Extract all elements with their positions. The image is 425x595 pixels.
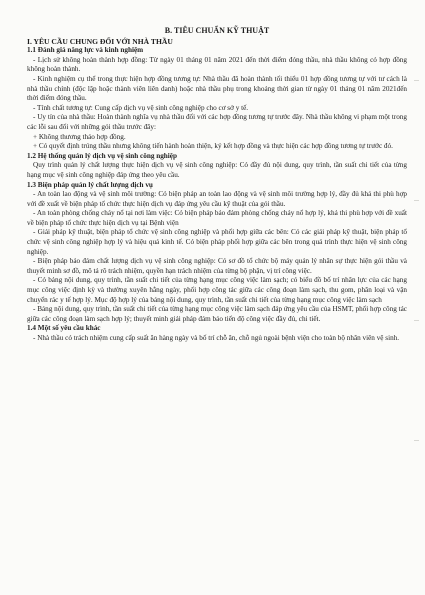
paragraph: - Nhà thầu có trách nhiệm cung cấp suất ăn hàng ngày và bố trí chỗ ăn, chỗ ngủ ngoài bệnh viện cho toàn bộ nhân viên vệ sinh.	[33, 334, 400, 342]
document-title: B. TIÊU CHUẨN KỸ THUẬT	[164, 26, 270, 35]
paragraph: Quy trình quản lý chất lượng thực hiện dịch vụ vệ sinh công nghiệp: Có đầy đủ nội dung, quy trình, tần suất chi tiết của từng hạng mục vệ sinh công nghiệp đáp ứng theo yêu cầu.	[27, 161, 407, 179]
paragraph: - An toàn phòng chống cháy nổ tại nơi làm việc: Có biện pháp bảo đảm phòng chống cháy nổ hợp lý, khả thi phù hợp với đề xuất về biện pháp tổ chức thực hiện dịch vụ tại Bệnh viện	[27, 209, 407, 227]
paragraph: - Lịch sử không hoàn thành hợp đồng: Từ ngày 01 tháng 01 năm 2021 đến thời điểm đóng thầu, nhà thầu không có hợp đồng không hoàn thành.	[27, 55, 407, 74]
heading-1-2: 1.2 Hệ thống quản lý dịch vụ vệ sinh công nghiệp	[27, 151, 177, 160]
paragraph: + Có quyết định trúng thầu nhưng không tiến hành hoàn thiện, ký kết hợp đồng và thực hiện các hợp đồng tương tự trước đó.	[33, 142, 393, 151]
margin-mark	[414, 80, 419, 81]
heading-1-1: 1.1 Đánh giá năng lực và kinh nghiệm	[27, 46, 144, 55]
paragraph: - Biện pháp bảo đảm chất lượng dịch vụ vệ sinh công nghiệp: Có sơ đồ tổ chức bộ máy quản lý nhân sự thực hiện gói thầu và thuyết minh sơ đồ, mô tả rõ trách nhiệm, quyền hạn trách nhiệm của từng bộ phận, vị trí công việc.	[27, 257, 407, 275]
paragraph: - Tính chất tương tự: Cung cấp dịch vụ vệ sinh công nghiệp cho cơ sở y tế.	[33, 103, 249, 112]
paragraph: - Có bảng nội dung, quy trình, tần suất chi tiết của từng hạng mục công việc làm sạch; có biểu đồ bố trí nhân lực của các hạng mục công việc định kỳ và thường xuyên hằng ngày, phối hợp công tác giữa các công đoạn làm sạch, thu gom, phân loại và vận chuyển rác y tế hợp lý. Mục độ hợp lý của bảng nội dung, quy trình, tần suất chi tiết của từng hạng mục công việc làm sạch	[27, 276, 407, 304]
paragraph: - Uy tín của nhà thầu: Hoàn thành nghĩa vụ nhà thầu đối với các hợp đồng tương tự trước đây. Nhà thầu không vi phạm một trong các lỗi sau đối với những gói thầu trước đây:	[27, 113, 407, 131]
margin-mark	[414, 200, 419, 201]
paragraph: - An toàn lao động và vệ sinh môi trường: Có biện pháp an toàn lao động và vệ sinh môi trường hợp lý, đầy đủ khả thi phù hợp với đề xuất về biện pháp tổ chức thực hiện dịch vụ đáp ứng yêu cầu kỹ thuật của gói thầu.	[27, 190, 407, 208]
paragraph: - Giải pháp kỹ thuật, biện pháp tổ chức vệ sinh công nghiệp và phối hợp giữa các bên: Có các giải pháp kỹ thuật, biện pháp tổ chức vệ sinh công nghiệp hợp lý và hiệu quả kinh tế. Có biện pháp phối hợp giữa các bên trong quá trình thực hiện vệ sinh công nghiệp.	[27, 228, 407, 256]
paragraph: + Không thương thảo hợp đồng.	[33, 132, 126, 141]
document-body	[27, 26, 407, 344]
paragraph: - Bảng nội dung, quy trình, tần suất chi tiết của từng hạng mục công việc làm sạch đáp ứng yêu cầu của HSMT, phối hợp công tác giữa các công đoạn làm sạch hợp lý; thuyết minh giải pháp đảm bảo tiến độ công việc đầy đủ, chi tiết.	[27, 305, 407, 323]
margin-mark	[414, 320, 419, 321]
heading-1-3: 1.3 Biện pháp quản lý chất lượng dịch vụ	[27, 180, 153, 189]
margin-mark	[414, 440, 419, 441]
section-heading-general-requirements: I. YÊU CẦU CHUNG ĐỐI VỚI NHÀ THẦU	[27, 36, 173, 46]
heading-1-4: 1.4 Một số yêu cầu khác	[27, 324, 101, 333]
paragraph: - Kinh nghiệm cụ thể trong thực hiện hợp đồng tương tự: Nhà thầu đã hoàn thành tối thiểu 01 hợp đồng tương tự với tư cách là nhà thầu chính (độc lập hoặc thành viên liên danh) hoặc nhà thầu phụ trong khoảng thời gian từ ngày 01 tháng 01 năm 2021đến thời điểm đóng thầu.	[27, 74, 407, 103]
